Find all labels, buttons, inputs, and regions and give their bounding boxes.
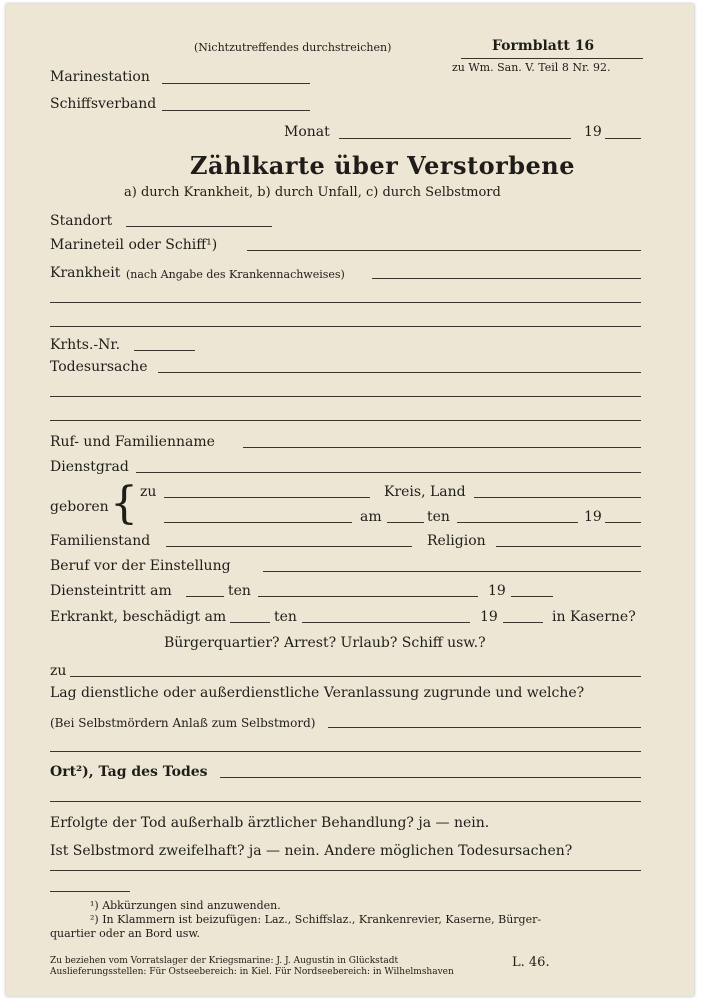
field-birth-date[interactable] (387, 522, 424, 523)
label-diensteintritt: Diensteintritt am (50, 583, 172, 599)
label-zu-2: zu (50, 663, 67, 679)
field-diensteintritt-year[interactable] (511, 596, 553, 597)
label-monat: Monat (284, 124, 330, 140)
field-standort[interactable] (126, 226, 272, 227)
form-title: Zählkarte über Verstorbene (190, 151, 576, 180)
footnote-2-line2: quartier oder an Bord usw. (50, 927, 201, 940)
label-erkrankt-year: 19 (480, 609, 498, 625)
label-selbstmord-anlass: (Bei Selbstmördern Anlaß zum Selbstmord) (50, 716, 316, 730)
form-code: L. 46. (512, 955, 550, 970)
field-krankheit-line3[interactable] (50, 326, 641, 327)
label-erkrankt: Erkrankt, beschädigt am (50, 609, 227, 625)
field-todesursache-line3[interactable] (50, 420, 641, 421)
label-dienstgrad: Dienstgrad (50, 459, 129, 475)
footnote-divider (50, 891, 130, 892)
label-diensteintritt-ten: ten (228, 583, 251, 599)
imprint-line-1: Zu beziehen vom Vorratslager der Kriegsmarine: J. J. Augustin in Glückstadt (50, 956, 399, 966)
field-todesursache-line2[interactable] (50, 396, 641, 397)
label-veranlassung: Lag dienstliche oder außerdienstliche Veranlassung zugrunde und welche? (50, 685, 585, 701)
label-zu: zu (140, 484, 157, 500)
field-monat[interactable] (339, 138, 571, 139)
form-reference: zu Wm. San. V. Teil 8 Nr. 92. (452, 61, 611, 74)
label-todesursache: Todesursache (50, 359, 148, 375)
field-marineteil[interactable] (247, 250, 641, 251)
form-number-underline (461, 58, 643, 59)
label-birth-year: 19 (584, 509, 602, 525)
field-zu-2[interactable] (70, 676, 641, 677)
label-schiffsverband: Schiffsverband (50, 96, 157, 112)
label-ten: ten (427, 509, 450, 525)
field-ort-tag[interactable] (220, 777, 641, 778)
label-marinestation: Marinestation (50, 69, 150, 85)
label-in-kaserne: in Kaserne? (552, 609, 636, 625)
label-erkrankt-ten: ten (274, 609, 297, 625)
field-birth-month[interactable] (457, 522, 578, 523)
label-kreis-land: Kreis, Land (384, 484, 466, 500)
field-marinestation[interactable] (162, 83, 310, 84)
label-behandlung: Erfolgte der Tod außerhalb ärztlicher Behandlung? ja — nein. (50, 815, 490, 831)
label-krhts-nr: Krhts.-Nr. (50, 337, 121, 353)
field-name[interactable] (243, 447, 641, 448)
label-ort-tag: Ort²), Tag des Todes (50, 764, 208, 780)
field-erkrankt-month[interactable] (302, 622, 470, 623)
field-birth-day[interactable] (164, 522, 352, 523)
field-religion[interactable] (496, 546, 641, 547)
field-monat-year[interactable] (605, 138, 641, 139)
field-krhts-nr[interactable] (134, 350, 195, 351)
form-number: Formblatt 16 (492, 38, 595, 54)
label-familienstand: Familienstand (50, 533, 151, 549)
form-sheet (6, 4, 694, 996)
field-diensteintritt-day[interactable] (186, 596, 224, 597)
label-religion: Religion (427, 533, 486, 549)
field-todesursache[interactable] (158, 372, 641, 373)
label-zweifelhaft: Ist Selbstmord zweifelhaft? ja — nein. Andere möglichen Todesursachen? (50, 843, 573, 859)
field-dienstgrad[interactable] (136, 472, 641, 473)
field-ort-tag-line2[interactable] (50, 801, 641, 802)
field-familienstand[interactable] (166, 546, 412, 547)
field-selbstmord-anlass-line2[interactable] (50, 751, 641, 752)
field-beruf[interactable] (263, 571, 641, 572)
field-zweifelhaft[interactable] (50, 870, 641, 871)
label-name: Ruf- und Familienname (50, 434, 215, 450)
field-birthplace[interactable] (164, 497, 370, 498)
label-geboren: geboren (50, 499, 109, 515)
label-krankheit: Krankheit (50, 265, 121, 281)
field-kreis-land[interactable] (474, 497, 641, 498)
field-erkrankt-day[interactable] (230, 622, 270, 623)
field-selbstmord-anlass[interactable] (328, 727, 641, 728)
field-birth-year[interactable] (605, 522, 641, 523)
krankheit-note: (nach Angabe des Krankennachweises) (126, 268, 345, 281)
field-diensteintritt-month[interactable] (258, 596, 478, 597)
field-krankheit-line2[interactable] (50, 302, 641, 303)
brace-icon: { (110, 478, 138, 529)
footnote-2-line1: ²) In Klammern ist beizufügen: Laz., Schiffslaz., Krankenrevier, Kaserne, Bürger- (90, 913, 542, 926)
label-marineteil: Marineteil oder Schiff¹) (50, 237, 218, 253)
label-diensteintritt-year: 19 (488, 583, 506, 599)
imprint-line-2: Auslieferungsstellen: Für Ostseebereich: in Kiel. Für Nordseebereich: in Wilhelmshaven (50, 967, 454, 977)
label-quartier-question: Bürgerquartier? Arrest? Urlaub? Schiff usw.? (164, 635, 486, 651)
label-standort: Standort (50, 213, 113, 229)
label-monat-year: 19 (584, 124, 602, 140)
label-am: am (360, 509, 382, 525)
strike-note: (Nichtzutreffendes durchstreichen) (194, 41, 392, 54)
field-krankheit[interactable] (372, 278, 641, 279)
label-beruf: Beruf vor der Einstellung (50, 558, 231, 574)
footnote-1: ¹) Abkürzungen sind anzuwenden. (90, 899, 281, 912)
field-schiffsverband[interactable] (162, 110, 310, 111)
form-subtitle: a) durch Krankheit, b) durch Unfall, c) durch Selbstmord (124, 185, 501, 200)
field-erkrankt-year[interactable] (503, 622, 543, 623)
